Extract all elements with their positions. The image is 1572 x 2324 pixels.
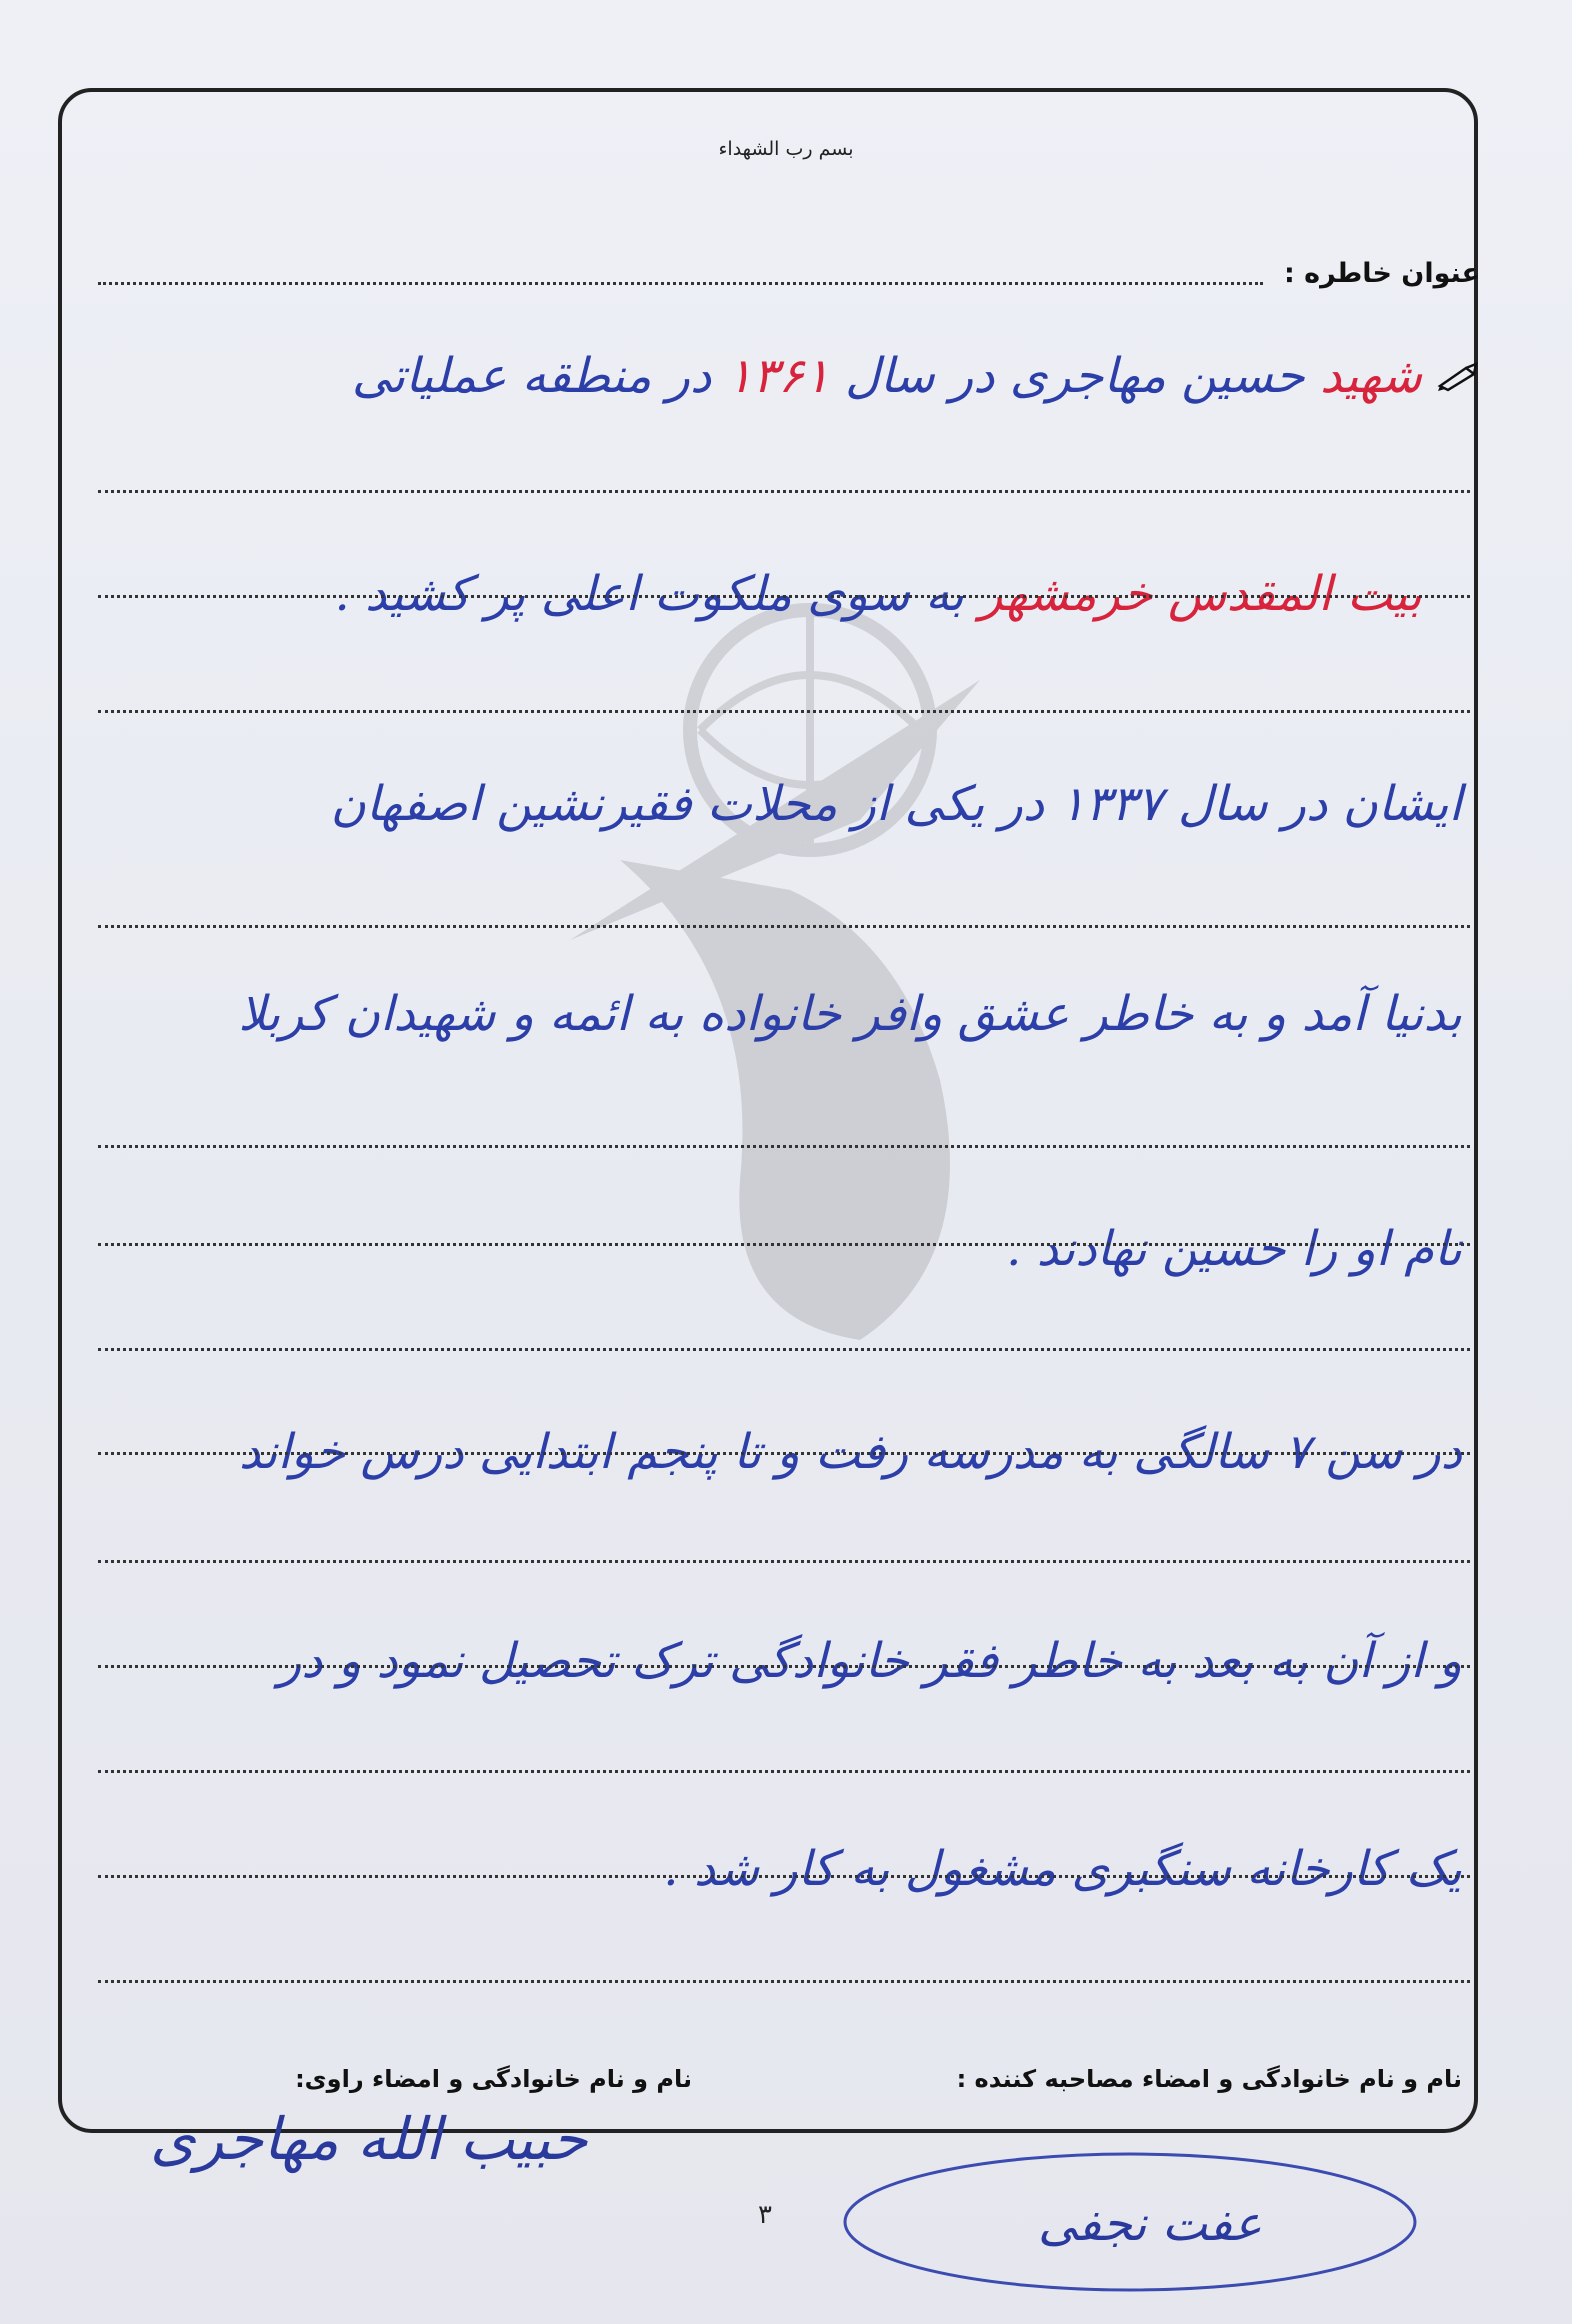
interviewer-label: نام و نام خانوادگی و امضاء مصاحبه کننده : [956,2065,1462,2093]
memoir-line-3: ایشان در سال ۱۳۳۷ در یکی از محلات فقیرنشین اصفهان [330,776,1462,832]
memoir-line-1-part2: در سال [829,348,1010,404]
interviewer-signature-text: عفت نجفی [1038,2196,1262,2252]
dotted-line-12 [98,1875,1470,1878]
memoir-title-label: عنوان خاطره : [1283,258,1480,289]
dotted-line-6 [98,1243,1470,1246]
narrator-label: نام و نام خانوادگی و امضاء راوی: [295,2065,692,2093]
memoir-line-8: یک کارخانه سنگبری مشغول به کار شد . [663,1841,1462,1897]
memoir-line-1 [351,348,1422,404]
basmala-header: بسم رب الشهداء [718,138,854,160]
dotted-line-1 [98,490,1470,493]
memoir-line-7: و از آن به بعد به خاطر فقر خانوادگی ترک تحصیل نمود و در [278,1633,1462,1689]
interviewer-signature [830,2130,1450,2300]
dotted-line-7 [98,1348,1470,1351]
memoir-line-1-name: حسین مهاجری [1009,348,1305,404]
writing-hand-icon [1436,362,1480,392]
dotted-line-5 [98,1145,1470,1148]
dotted-line-3 [98,710,1470,713]
memoir-line-2-place: بیت المقدس خرمشهر [979,566,1422,622]
memoir-line-6: در سن ۷ سالگی به مدرسه رفت و تا پنجم ابتدایی درس خواند [238,1424,1462,1480]
memoir-line-1-shahid: شهید [1304,348,1422,404]
dotted-line-11 [98,1770,1470,1773]
dotted-line-4 [98,925,1470,928]
dotted-line-13 [98,1980,1470,1983]
memoir-line-4: بدنیا آمد و به خاطر عشق وافر خانواده به ائمه و شهیدان کربلا [238,986,1462,1042]
memoir-line-2 [334,566,1422,622]
memoir-line-5: نام او را حسین نهادند . [1006,1221,1462,1277]
memoir-line-1-part3: در منطقه عملیاتی [351,348,727,404]
dotted-line-8 [98,1452,1470,1455]
dotted-line-9 [98,1560,1470,1563]
dotted-line-10 [98,1665,1470,1668]
title-dotted-line [98,282,1263,285]
narrator-signature: حبیب الله مهاجری [150,2105,588,2173]
memoir-line-2-rest: به سوی ملکوت اعلی پر کشید . [334,566,980,622]
page-number: ۳ [758,2200,772,2230]
memoir-line-1-year: ۱۳۶۱ [726,348,830,404]
dotted-line-2 [98,595,1470,598]
